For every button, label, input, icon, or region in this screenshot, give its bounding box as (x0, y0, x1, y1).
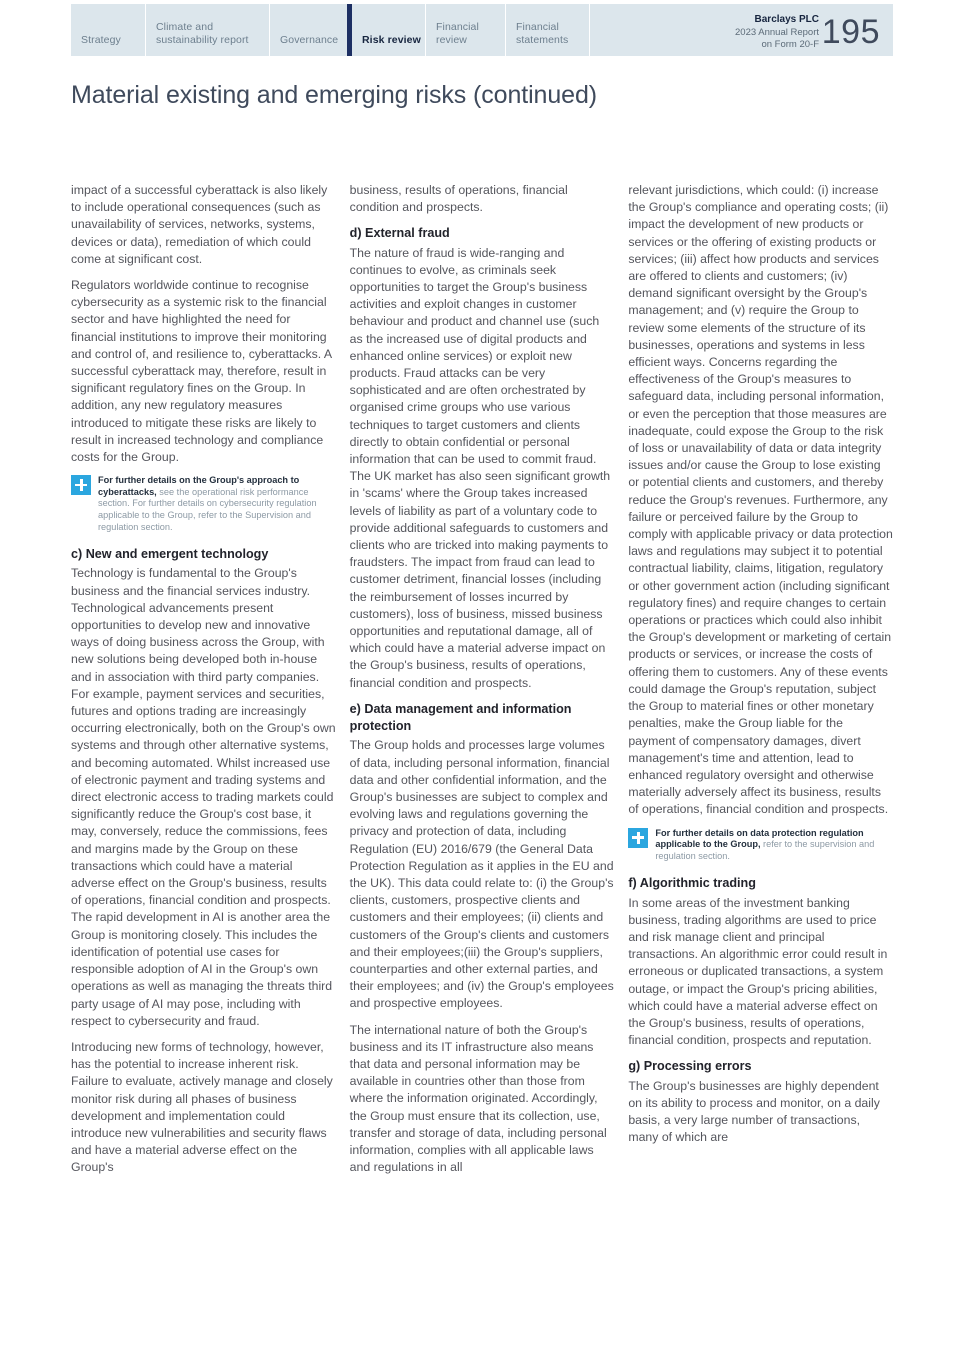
text-column-1 (71, 182, 336, 1332)
nav-tab-financial-review-label: Financial review (436, 21, 479, 46)
nav-tab-climate-and-sustainability-report[interactable] (145, 4, 269, 56)
nav-tab-governance-label: Governance (280, 33, 339, 46)
cross-reference-callout[interactable] (71, 475, 336, 533)
section-heading: c) New and emergent technology (71, 547, 269, 562)
section-heading: e) Data management and information protection (349, 701, 572, 734)
plus-icon (628, 828, 648, 848)
body-paragraph: relevant jurisdictions, which could: (i) increase the Group's compliance and operating costs; (ii) impact the development of new products or services or the offering of existing products or services; (iii) affect how products and services are offered to clients and customers; (iv) demand significant oversight by the Group's management; and (v) require the Group to review some elements of the structure of its businesses, operations and systems in less efficient ways. Concerns regarding the effectiveness of the Group's measures to safeguard data, including personal information, or even the perception that those measures are inadequate, could expose the Group to the risk of loss or unavailability of data or data integrity issues and/or cause the Group to lose existing or potential clients and customers, and thereby reduce the Group's revenues. Furthermore, any failure or perceived failure by the Group to comply with applicable privacy or data protection laws and regulations may subject it to potential contractual liability, claims, litigation, regulatory or other government action (including significant regulatory fines) and require changes to certain operations or practices which could also inhibit the Group's development or marketing of certain products or services, or increase the costs of offering them to customers. Any of these events could damage the Group's reputation, subject the Group to material fines or other monetary penalties, make the Group liable for the payment of compensatory damages, divert management's time and attention, lead to enhanced regulatory oversight and otherwise materially adversely affect its business, results of operations, financial condition and prospects. (628, 183, 893, 817)
cross-reference-callout[interactable] (628, 828, 893, 863)
callout-text (655, 828, 893, 863)
nav-tab-strategy[interactable] (71, 4, 145, 56)
body-paragraph: Introducing new forms of technology, however, has the potential to increase inherent risk. Failure to evaluate, actively manage and closely monitor risk during all phases of business development and implementation could introduce new vulnerabilities and security flaws and have a material adverse effect on the Group's (71, 1039, 333, 1175)
body-paragraph: impact of a successful cyberattack is also likely to include operational consequences (such as unavailability of services, networks, systems, devices or data), remediation of which could come at significant cost. (71, 183, 328, 266)
nav-tab-climate-label: Climate and sustainability report (156, 21, 249, 46)
section-heading: f) Algorithmic trading (628, 876, 756, 891)
nav-tab-governance[interactable] (269, 4, 347, 56)
plus-icon (71, 475, 91, 495)
nav-tab-risk-review[interactable] (347, 4, 425, 56)
callout-text (98, 475, 336, 533)
article-columns (71, 182, 893, 1332)
page-title: Material existing and emerging risks (continued) (71, 80, 597, 109)
nav-tab-financial-statements[interactable] (505, 4, 589, 56)
body-paragraph: business, results of operations, financial condition and prospects. (349, 183, 568, 215)
section-heading: d) External fraud (349, 226, 450, 241)
section-heading: g) Processing errors (628, 1059, 752, 1074)
body-paragraph: The Group holds and processes large volumes of data, including personal information, financial data and other confidential information, and the Group's businesses are subject to complex and evolving laws and regulations governing the privacy and protection of data, including Regulation (EU) 2016/679 (the General Data Protection Regulation as it applies in the EU and the UK). This data could relate to: (i) the Group's clients, customers, prospective clients and customers and their employees; (ii) clients and customers of the Group's clients and customers and their employees;(iii) the Group's suppliers, counterparties and other external parties, and their employees; and (iv) the Group's employees and prospective employees. (349, 738, 614, 1011)
header-navigation-bar (71, 4, 893, 56)
report-identification (735, 13, 819, 50)
text-column-3 (628, 182, 893, 1332)
nav-tab-risk-review-label: Risk review (362, 33, 421, 46)
body-paragraph: The international nature of both the Group's business and its IT infrastructure also means that data and personal information may be available in countries other than those from where the information originated. Accordingly, the Group must ensure that its collection, use, transfer and storage of data, including personal information, complies with all applicable laws and regulations in all (349, 1022, 607, 1175)
callout-bold-lead: For further details on data protection regulation applicable to the Group, (655, 827, 864, 850)
callout-bold-lead: For further details on the Group's approach to cyberattacks, (98, 475, 300, 497)
company-name: Barclays PLC (754, 14, 819, 25)
text-column-2 (350, 182, 615, 1332)
nav-tab-financial-statements-label: Financial statements (516, 21, 569, 46)
callout-body-text: see the operational risk performance section. For further details on cybersecurity regulation applicable to the Group, refer to the Supervision and regulation section. (98, 486, 317, 532)
nav-tab-strategy-label: Strategy (81, 33, 121, 46)
callout-body-text: refer to the supervision and regulation section. (655, 839, 875, 861)
page-number: 195 (821, 13, 880, 51)
body-paragraph: The Group's businesses are highly dependent on its ability to process and monitor, on a daily basis, a very large number of transactions, many of which are (628, 1078, 880, 1145)
report-title-line-2: on Form 20-F (761, 38, 819, 50)
body-paragraph: Technology is fundamental to the Group's business and the financial services industry. Technological advancements present opportunities to develop new and innovative ways of doing business across the Group, with new solutions being developed both in-house and in association with third party companies. For example, payment services and securities, futures and options trading are increasingly occurring electronically, both on the Group's own systems and through other alternative systems, and becoming automated. Whilst increased use of electronic payment and trading systems and direct electronic access to trading markets could significantly reduce the Group's cost base, it may, conversely, reduce the commissions, fees and margins made by the Group on these transactions which could have a material adverse effect on the Group's business, results of operations, financial condition and prospects. The rapid development in AI is another area the Group is monitoring closely. This includes the identification of potential use cases for responsible adoption of AI in the Group's own operations as well as managing the threats third party usage of AI may pose, including with respect to cybersecurity and fraud. (71, 566, 336, 1028)
body-paragraph: Regulators worldwide continue to recognise cybersecurity as a systemic risk to the financial sector and have highlighted the need for financial institutions to improve their monitoring and control of, and resilience to, cyberattacks. A successful cyberattack may, therefore, result in significant regulatory fines on the Group. In addition, any new regulatory measures introduced to mitigate these risks are likely to result in increased technology and compliance costs for the Group. (71, 278, 332, 465)
report-title-line-1: 2023 Annual Report (735, 27, 819, 38)
body-paragraph: The nature of fraud is wide-ranging and continues to evolve, as criminals seek opportunities to target the Group's business activities and exploit changes in customer behaviour and product and channel use (such as the increased use of digital products and enhanced online services) or exploit new products. Fraud attacks can be very sophisticated and are often orchestrated by organised crime groups who use various techniques to target customers and clients directly to obtain confidential or personal information that can be used to commit fraud. The UK market has also seen significant growth in 'scams' where the Group takes increased levels of liability as part of a voluntary code to provide additional safeguards to customers and clients who are tricked into making payments to fraudsters. The impact from fraud can lead to customer detriment, financial losses (including the reimbursement of losses incurred by customers), loss of business, missed business opportunities and reputational damage, all of which could have a material adverse impact on the Group's business, results of operations, financial condition and prospects. (349, 245, 611, 690)
nav-tab-financial-review[interactable] (425, 4, 505, 56)
body-paragraph: In some areas of the investment banking business, trading algorithms are used to price and risk manage client and principal transactions. An algorithmic error could result in erroneous or duplicated transactions, a system outage, or impact the Group's pricing abilities, which could have a material adverse effect on the Group's business, results of operations, financial condition, prospects and reputation. (628, 895, 888, 1048)
